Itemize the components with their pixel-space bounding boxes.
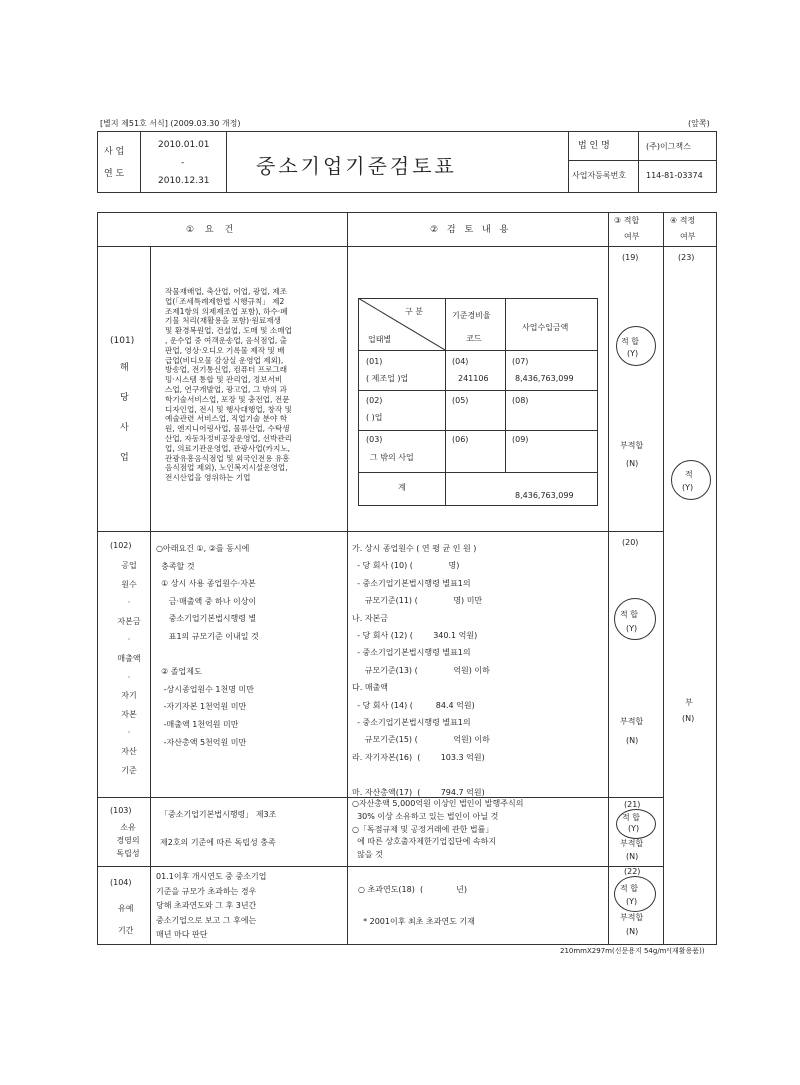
row104-requirement: 01.1이후 개시연도 중 중소기업 기준을 규모가 초과하는 경우 당해 초과연도와 그 후 3년간 중소기업으로 보고 그 후에는 매년 마다 판단 (156, 872, 267, 940)
row104-fit-y: (Y) (626, 897, 638, 906)
corp-name-label: 법 인 명 (578, 141, 610, 151)
col-review: ② 검 토 내 용 (430, 225, 512, 235)
col-fit3-1: ③ 적합 (614, 216, 640, 225)
col-fit4-1: ④ 적정 (670, 216, 696, 225)
table-header-code-2: 코드 (466, 334, 482, 343)
date-dash: - (181, 158, 185, 168)
table-header-amount: 사업수입금액 (522, 323, 569, 332)
col-fit3-2: 여부 (624, 232, 640, 241)
row101-unfit-n: (N) (626, 459, 639, 468)
row101-business-text: 작물재배업, 축산업, 어업, 광업, 제조 업(「조세특례제한법 시행규칙」 제2 조제1항의 의제제조업 포함), 하수·폐 기물 처리(재활용을 포함)·원료재생 및 환경복원업, 건설업, 도매 및 소매업 , 운수업 중 여객운송업, 음식점업, 출 판업, 영상·오디오 기록물 제작 및 배 급업(비디오물 감상실 운영업 제외), 방송업, 전기통신업, 컴퓨터 프로그래 밍·시스템 통합 및 관리업, 정보서비 스업, 연구개발업, 광고업, 그 밖의 과 학기술서비스업, 포장 및 충전업, 전문 디자인업, 전시 및 행사대행업, 창작 및 예술관련 서비스업, 직업기술 분야 학 원, 엔지니어링사업, 물류산업, 수탁생 산업, 자동차정비공장운영업, 선박관리 업, 의료기관운영업, 관광사업(카지노, 관광유흥음식점업 및 외국인전용 유흥 음식점업 제외), 노인복지시설운영업, 전시산업을 영위하는 기업 (165, 287, 293, 483)
row102-col3-code: (20) (622, 538, 639, 547)
table-header-code-1: 기준경비율 (452, 311, 491, 320)
col-fit4-2: 여부 (680, 232, 696, 241)
corp-name: (주)이그잭스 (646, 142, 691, 151)
row102-requirement: ○아래요건 ①, ②를 동시에 충족할 것 ① 상시 사용 종업원수·자본 금·매출액 중 하나 이상이 중소기업기본법시행령 별 표1의 규모기준 이내일 것 ② 졸업제도 -상시종업원수 1천명 미만 -자기자본 1천억원 미만 -매출액 1천억원 미만 -자산총액 5천억원 미만 (156, 544, 259, 747)
row104-review: ○ 초과연도(18) ( 년) * 2001이후 최초 초과연도 기재 (358, 885, 475, 926)
row101-col4-code: (23) (678, 253, 695, 262)
row103-fit: 적 합 (622, 813, 640, 822)
row101-label-2: 당 (120, 393, 129, 403)
row102-label: 공업 원수 · 자본금 · 매출액 · 자기 자본 · 자산 기준 (117, 561, 141, 775)
row104-code: (104) (110, 878, 132, 887)
row-01-code: 241106 (458, 374, 489, 383)
row-02-num: (02) (366, 396, 383, 405)
row103-review: ○자산총액 5,000억원 이상인 법인이 발행주식의 30% 이상 소유하고 있는 법인이 아닐 것 ○「독점규제 및 공정거래에 관한 법률」 에 따른 상호출자제한기업집단에 속하지 않을 것 (352, 799, 524, 860)
row-02-code-num: (05) (452, 396, 469, 405)
row101-unfit: 부적합 (620, 441, 644, 450)
row101-label-1: 해 (120, 363, 129, 373)
page-title: 중소기업기준검토표 (256, 154, 457, 178)
row-03-name: 그 밖의 사업 (370, 453, 414, 462)
row101-code: (101) (110, 336, 135, 346)
row102-unfit: 부적합 (620, 717, 644, 726)
row102-unfit-n: (N) (626, 736, 639, 745)
year-label-2: 연 도 (104, 169, 125, 179)
row103-code: (103) (110, 806, 132, 815)
row104-col3-code: (22) (624, 867, 641, 876)
row101-fit-y: (Y) (627, 349, 639, 358)
row102-fit: 적 합 (620, 610, 638, 619)
row-02-amt-num: (08) (512, 396, 529, 405)
row-01-name: ( 제조업 )업 (366, 374, 409, 383)
biz-no-label: 사업자등록번호 (572, 171, 627, 180)
row-01-code-num: (04) (452, 357, 469, 366)
row103-label: 소유 경영의 독립성 (116, 823, 140, 858)
row-01-amt-num: (07) (512, 357, 529, 366)
row-03-amt-num: (09) (512, 435, 529, 444)
row101-label-4: 업 (120, 453, 129, 463)
row104-unfit: 부적합 (620, 913, 644, 922)
row104-label: 유예 기간 (118, 904, 134, 935)
row103-col3-code: (21) (624, 800, 641, 809)
row104-fit: 적 합 (620, 884, 638, 893)
row-01-amount: 8,436,763,099 (515, 374, 574, 383)
row-03-num: (03) (366, 435, 383, 444)
table-header-gubun: 구 분 (405, 307, 423, 316)
row102-review: 가. 상시 종업원수 ( 연 평 균 인 원 ) - 당 회사 (10) ( 명) - 중소기업기본법시행령 별표1의 규모기준(11) ( 명) 미만 나. 자본금 - 당 회사 (12) ( 340.1 억원) - 중소기업기본법시행령 별표1의 규모기준(13) ( 억원) 이하 다. 매출액 - 당 회사 (14) ( 84.4 억원) - 중소기업기본법시행령 별표1의 규모기준(15) ( 억원) 이하 라. 자기자본(16) ( 103.3 억원) 마. 자산총액(17) ( 794.7 억원) (352, 544, 490, 797)
row102-fit-y: (Y) (626, 624, 638, 633)
footer-note: 210mmX297m(신문용지 54g/m²(재활용품)) (560, 947, 705, 955)
biz-no: 114-81-03374 (646, 171, 703, 180)
row101-col4-unfit: 부 (685, 698, 693, 707)
total-amount: 8,436,763,099 (515, 491, 574, 500)
row101-fit: 적 합 (621, 337, 639, 346)
row-02-name: ( )업 (366, 413, 383, 422)
row-01-num: (01) (366, 357, 383, 366)
row103-unfit-n: (N) (626, 852, 639, 861)
form-label: [별지 제51호 서식] (2009.03.30 개정) (100, 119, 241, 128)
row103-unfit: 부적합 (620, 839, 644, 848)
total-label: 계 (398, 483, 406, 492)
row101-col3-code: (19) (622, 253, 639, 262)
row101-label-3: 사 (120, 423, 129, 433)
side-note: (앞쪽) (688, 119, 710, 128)
row101-col4-fit-y: (Y) (682, 483, 694, 492)
table-header-biz: 업태별 (368, 335, 392, 344)
row103-fit-y: (Y) (628, 824, 640, 833)
row103-requirement: 「중소기업기본법시행령」 제3조 제2호의 기준에 따른 독립성 충족 (160, 810, 277, 847)
row102-code: (102) (110, 541, 132, 550)
row101-col4-unfit-n: (N) (682, 714, 695, 723)
year-label-1: 사 업 (104, 147, 125, 157)
row104-unfit-n: (N) (626, 927, 639, 936)
row101-col4-fit: 적 (685, 470, 693, 479)
row-03-code-num: (06) (452, 435, 469, 444)
col-requirement: ① 요 건 (186, 225, 238, 235)
end-date: 2010.12.31 (158, 176, 210, 186)
selected-circle (671, 460, 711, 500)
start-date: 2010.01.01 (158, 140, 210, 150)
